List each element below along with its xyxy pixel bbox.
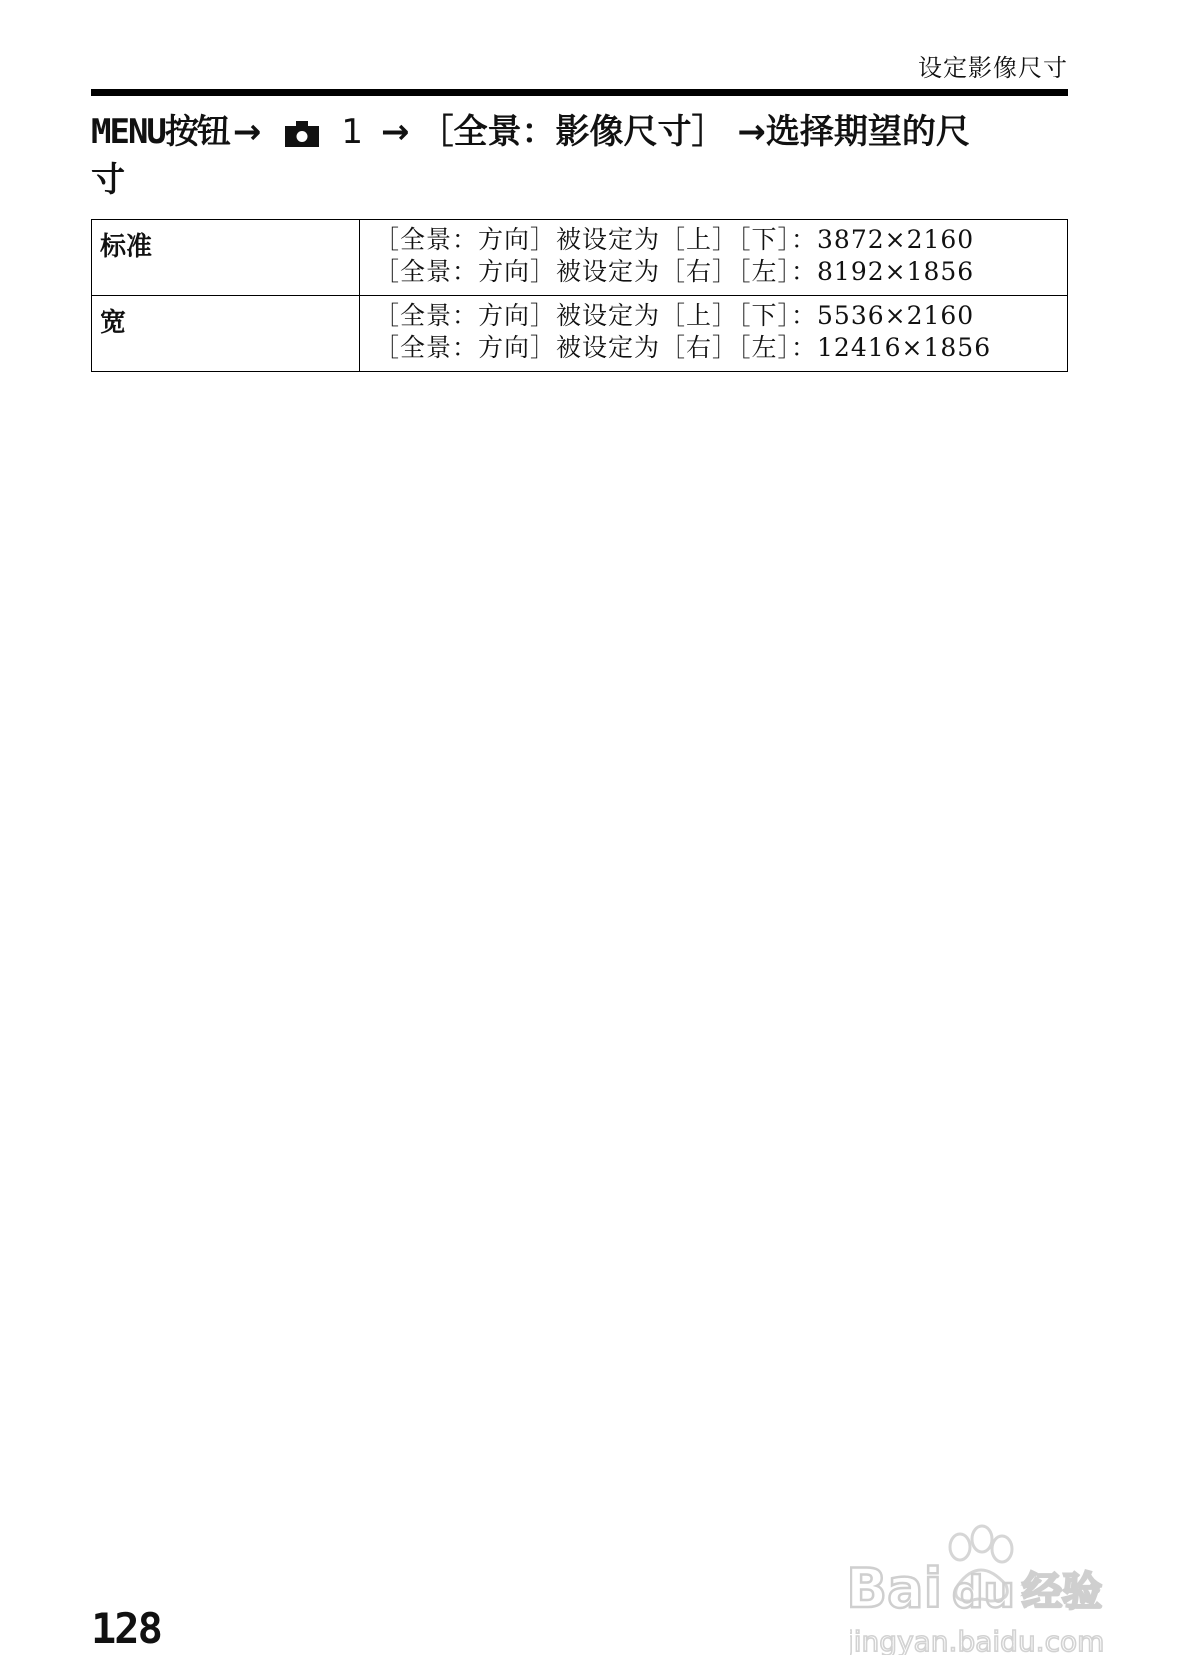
row-values-standard	[360, 220, 1068, 296]
image-size-table	[91, 219, 1068, 372]
size-line: ［全景：方向］被设定为［右］［左］：8192×1856	[374, 257, 975, 286]
table-row	[92, 296, 1068, 372]
action-line-1: →选择期望的尺	[737, 112, 970, 152]
svg-text:Bai: Bai	[850, 1557, 943, 1620]
size-line: ［全景：方向］被设定为［右］［左］：12416×1856	[374, 333, 992, 362]
menu-instruction	[91, 110, 1051, 202]
svg-text:du: du	[952, 1567, 1015, 1618]
svg-text:jingyan.baidu.com: jingyan.baidu.com	[850, 1625, 1105, 1655]
size-line: ［全景：方向］被设定为［上］［下］：3872×2160	[374, 225, 975, 254]
row-values-wide	[360, 296, 1068, 372]
arrow-2: →	[381, 112, 410, 152]
page-number: 128	[91, 1604, 161, 1653]
section-title: 设定影像尺寸	[918, 54, 1068, 82]
camera-tab-number: 1	[341, 112, 364, 152]
size-line: ［全景：方向］被设定为［上］［下］：5536×2160	[374, 301, 975, 330]
row-label-wide: 宽	[92, 296, 360, 372]
svg-text:经验: 经验	[1022, 1569, 1102, 1615]
baidu-watermark	[850, 1515, 1130, 1655]
action-line-2: 寸	[91, 160, 125, 200]
row-label-standard: 标准	[92, 220, 360, 296]
arrow-1: →	[232, 112, 262, 152]
camera-icon	[285, 114, 319, 158]
menu-item-panorama-size: ［全景：影像尺寸］	[419, 112, 726, 152]
table-row	[92, 220, 1068, 296]
header-rule	[91, 89, 1068, 96]
menu-button-label: MENU按钮	[91, 112, 229, 152]
